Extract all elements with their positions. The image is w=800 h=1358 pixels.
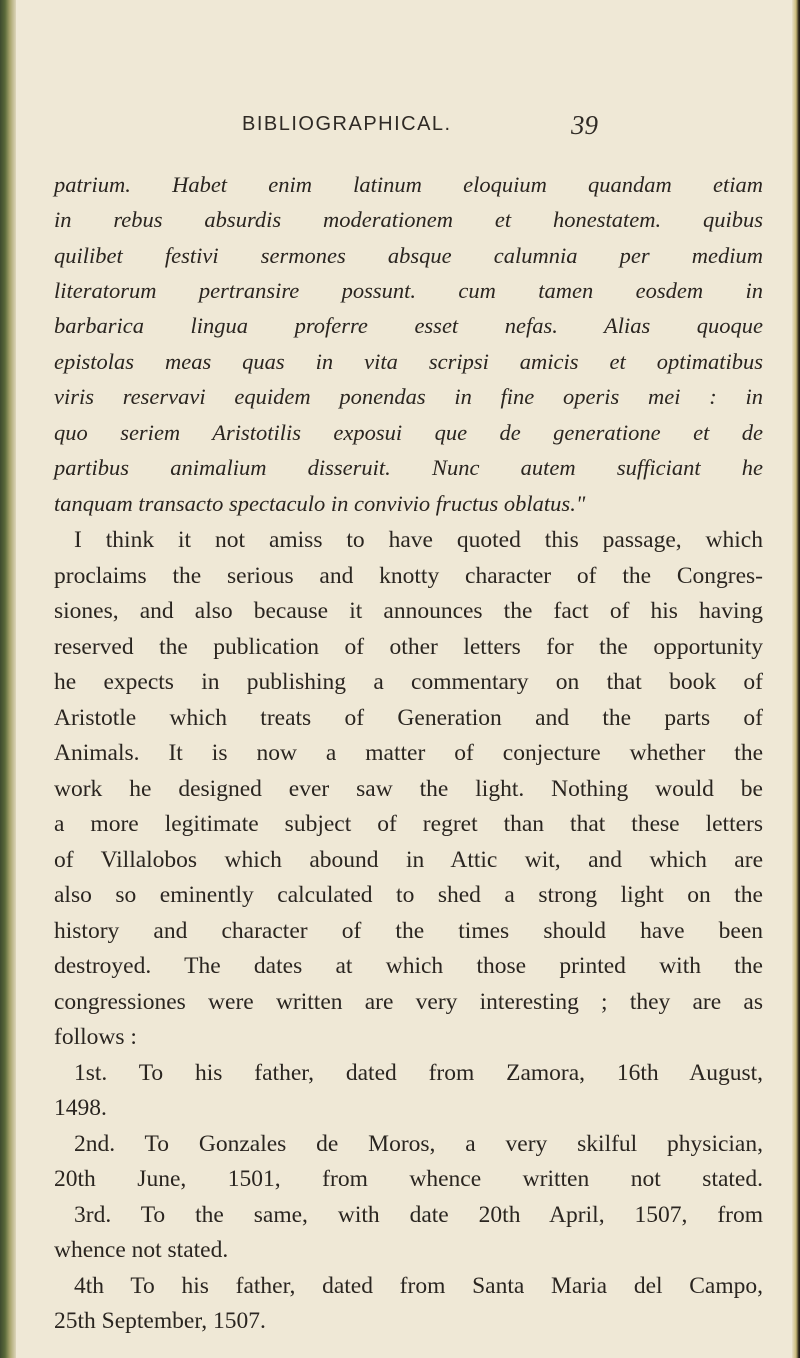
- paragraph-line: Animals. It is now a matter of conjecture whether the: [54, 740, 763, 766]
- list-item: 3rd. To the same, with date 20th April, 1507, from: [74, 1202, 763, 1228]
- paragraph-line: Aristotle which treats of Generation and the parts of: [54, 705, 763, 731]
- paragraph-line: he expects in publishing a commentary on that book of: [54, 669, 763, 695]
- paragraph-line: proclaims the serious and knotty character of the Congres-: [54, 563, 763, 589]
- list-item-continuation: 20th June, 1501, from whence written not stated.: [54, 1166, 763, 1192]
- paragraph-line: a more legitimate subject of regret than that these letters: [54, 811, 763, 837]
- quote-line: partibus animalium disseruit. Nunc autem sufficiant he: [54, 455, 763, 480]
- quote-line: literatorum pertransire possunt. cum tamen eosdem in: [54, 278, 763, 303]
- paragraph-line: reserved the publication of other letters for the opportunity: [54, 634, 763, 660]
- quote-line: viris reservavi equidem ponendas in fine operis mei : in: [54, 384, 763, 409]
- list-item: 2nd. To Gonzales de Moros, a very skilful physician,: [74, 1131, 763, 1157]
- list-item-continuation: 1498.: [54, 1095, 107, 1121]
- quote-line: epistolas meas quas in vita scripsi amicis et optimatibus: [54, 349, 763, 374]
- paragraph-line: work he designed ever saw the light. Nothing would be: [54, 776, 763, 802]
- paragraph-line: I think it not amiss to have quoted this passage, which: [74, 527, 763, 553]
- quote-line: barbarica lingua proferre esset nefas. Alias quoque: [54, 313, 763, 338]
- quote-line: quo seriem Aristotilis exposui que de generatione et de: [54, 420, 763, 445]
- list-item: 4th To his father, dated from Santa Maria del Campo,: [74, 1273, 763, 1299]
- quote-line: patrium. Habet enim latinum eloquium quandam etiam: [54, 172, 763, 197]
- quote-line: quilibet festivi sermones absque calumnia per medium: [54, 243, 763, 268]
- quote-line: in rebus absurdis moderationem et honestatem. quibus: [54, 207, 763, 232]
- paragraph-line: follows :: [54, 1024, 137, 1050]
- running-head: BIBLIOGRAPHICAL.: [242, 113, 452, 135]
- quote-line: tanquam transacto spectaculo in convivio fructus oblatus.": [54, 491, 586, 516]
- paragraph-line: siones, and also because it announces the fact of his having: [54, 598, 763, 624]
- list-item: 1st. To his father, dated from Zamora, 16th August,: [74, 1060, 763, 1086]
- list-item-continuation: whence not stated.: [54, 1237, 229, 1263]
- paragraph-line: of Villalobos which abound in Attic wit, and which are: [54, 847, 763, 873]
- paragraph-line: destroyed. The dates at which those printed with the: [54, 953, 763, 979]
- paragraph-line: congressiones were written are very interesting ; they are as: [54, 989, 763, 1015]
- list-item-continuation: 25th September, 1507.: [54, 1308, 266, 1334]
- page-header: [0, 110, 800, 140]
- paragraph-line: history and character of the times should have been: [54, 918, 763, 944]
- page-number: 39: [571, 110, 598, 140]
- paragraph-line: also so eminently calculated to shed a strong light on the: [54, 882, 763, 908]
